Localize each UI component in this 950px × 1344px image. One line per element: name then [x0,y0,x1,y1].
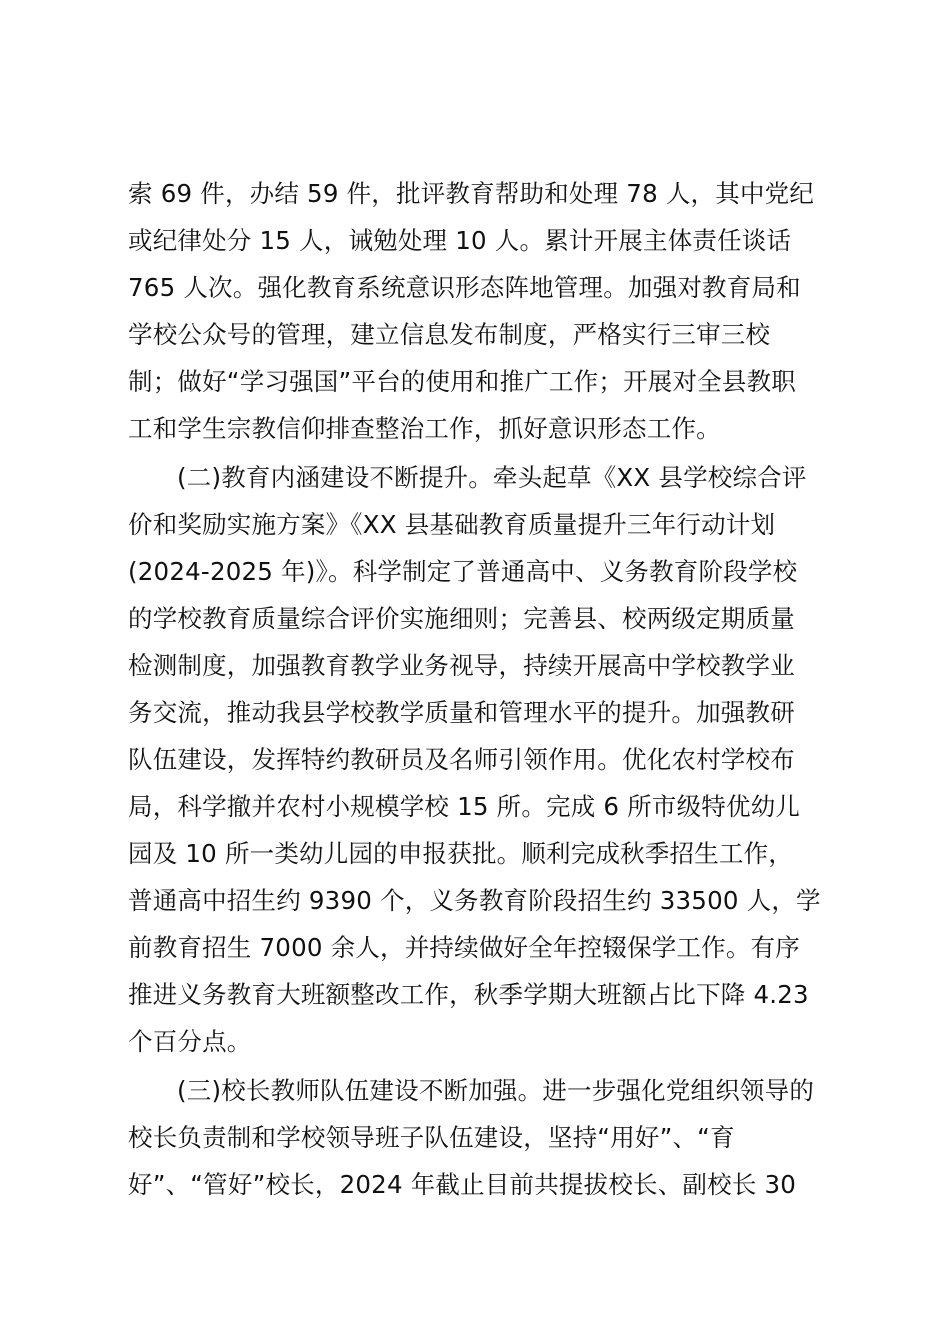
text-line: 价和奖励实施方案》《XX 县基础教育质量提升三年行动计划 [128,510,776,539]
document-body [128,170,828,1208]
text-line: 工和学生宗教信仰排查整治工作，抓好意识形态工作。 [128,414,721,443]
text-line: 队伍建设，发挥特约教研员及名师引领作用。优化农村学校布 [128,745,795,774]
paragraph-2 [128,454,828,1065]
text-line: 检测制度，加强教育教学业务视导，持续开展高中学校教学业 [128,651,795,680]
text-line: 前教育招生 7000 余人，并持续做好全年控辍保学工作。有序 [128,933,800,962]
text-line: 个百分点。 [128,1027,252,1056]
text-line: (2024-2025 年)》。科学制定了普通高中、义务教育阶段学校 [128,557,798,586]
text-line: 普通高中招生约 9390 个，义务教育阶段招生约 33500 人，学 [128,886,821,915]
text-line: 或纪律处分 15 人，诫勉处理 10 人。累计开展主体责任谈话 [128,226,792,255]
text-line: 好”、“管好”校长，2024 年截止目前共提拔校长、副校长 30 [128,1170,797,1199]
section-heading-line: (二)教育内涵建设不断提升。牵头起草《XX 县学校综合评 [177,463,807,492]
paragraph-3 [128,1067,828,1208]
text-line: 索 69 件，办结 59 件，批评教育帮助和处理 78 人，其中党纪 [128,179,815,208]
text-line: 校长负责制和学校领导班子队伍建设，坚持“用好”、“育 [128,1123,735,1152]
text-line: 推进义务教育大班额整改工作，秋季学期大班额占比下降 4.23 [128,980,809,1009]
text-line: 的学校教育质量综合评价实施细则；完善县、校两级定期质量 [128,604,795,633]
section-heading-line: (三)校长教师队伍建设不断加强。进一步强化党组织领导的 [177,1076,815,1105]
text-line: 制；做好“学习强国”平台的使用和推广工作；开展对全县教职 [128,367,796,396]
text-line: 学校公众号的管理，建立信息发布制度，严格实行三审三校 [128,320,771,349]
text-line: 务交流，推动我县学校教学质量和管理水平的提升。加强教研 [128,698,795,727]
text-line: 园及 10 所一类幼儿园的申报获批。顺利完成秋季招生工作， [128,839,794,868]
paragraph-1 [128,170,828,452]
text-line: 局，科学撤并农村小规模学校 15 所。完成 6 所市级特优幼儿 [128,792,801,821]
text-line: 765 人次。强化教育系统意识形态阵地管理。加强对教育局和 [128,273,801,302]
